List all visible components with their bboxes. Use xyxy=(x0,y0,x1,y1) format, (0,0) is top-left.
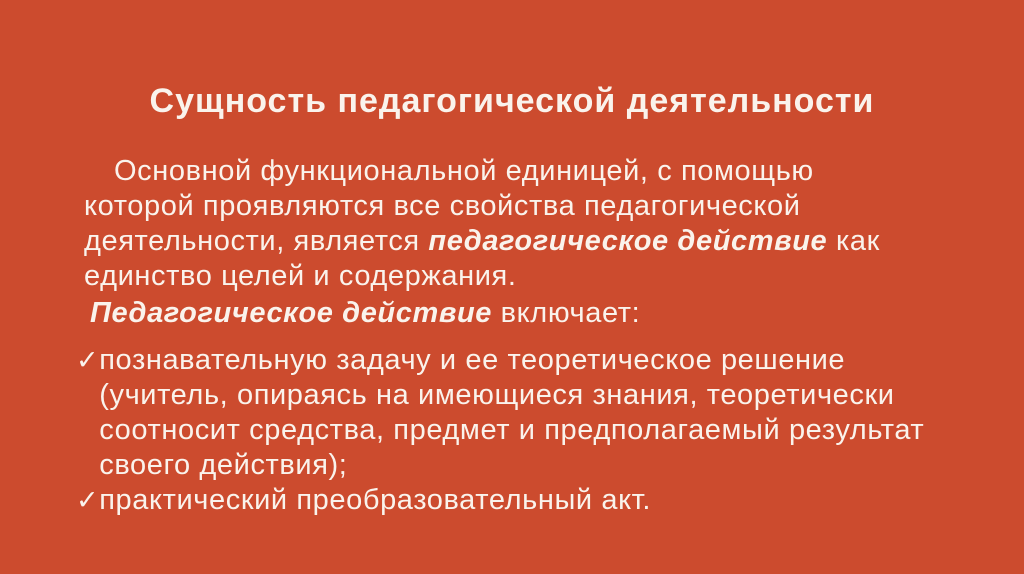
emphasized-text-run: Педагогическое действие xyxy=(90,297,493,329)
intro-paragraph xyxy=(84,154,984,294)
text-line xyxy=(99,448,924,483)
text-run: деятельности, является xyxy=(84,225,429,257)
text-line xyxy=(84,154,984,189)
text-run: единство целей и содержания. xyxy=(84,260,517,292)
text-line xyxy=(84,189,984,224)
checkmark-icon: ✓ xyxy=(76,485,100,515)
text-line xyxy=(99,483,651,518)
action-lead-paragraph xyxy=(84,296,984,331)
bullet-text xyxy=(99,483,651,518)
text-line xyxy=(84,224,984,259)
text-run: практический преобразовательный акт. xyxy=(99,484,652,516)
bullet-text xyxy=(99,343,924,483)
bullet-practical-act xyxy=(76,483,984,518)
text-line xyxy=(99,378,924,413)
text-run: Основной функциональной единицей, с помощью xyxy=(114,155,814,187)
text-line xyxy=(99,413,924,448)
slide-title: Сущность педагогической деятельности xyxy=(149,82,875,120)
text-run: включает: xyxy=(492,297,641,329)
checkmark-icon: ✓ xyxy=(76,345,100,375)
slide-body xyxy=(76,154,984,518)
text-line xyxy=(84,259,984,294)
text-run: соотносит средства, предмет и предполагаемый результат xyxy=(99,414,925,446)
text-run: (учитель, опираясь на имеющиеся знания, теоретически xyxy=(99,379,895,411)
text-run: которой проявляются все свойства педагогической xyxy=(84,190,801,222)
emphasized-text-run: педагогическое действие xyxy=(428,225,828,257)
text-line xyxy=(99,343,924,378)
text-run: познавательную задачу и ее теоретическое решение xyxy=(99,344,846,376)
text-run: своего действия); xyxy=(99,449,348,481)
text-run: как xyxy=(827,225,880,257)
text-line xyxy=(90,296,984,331)
bullet-cognitive-task xyxy=(76,343,984,483)
